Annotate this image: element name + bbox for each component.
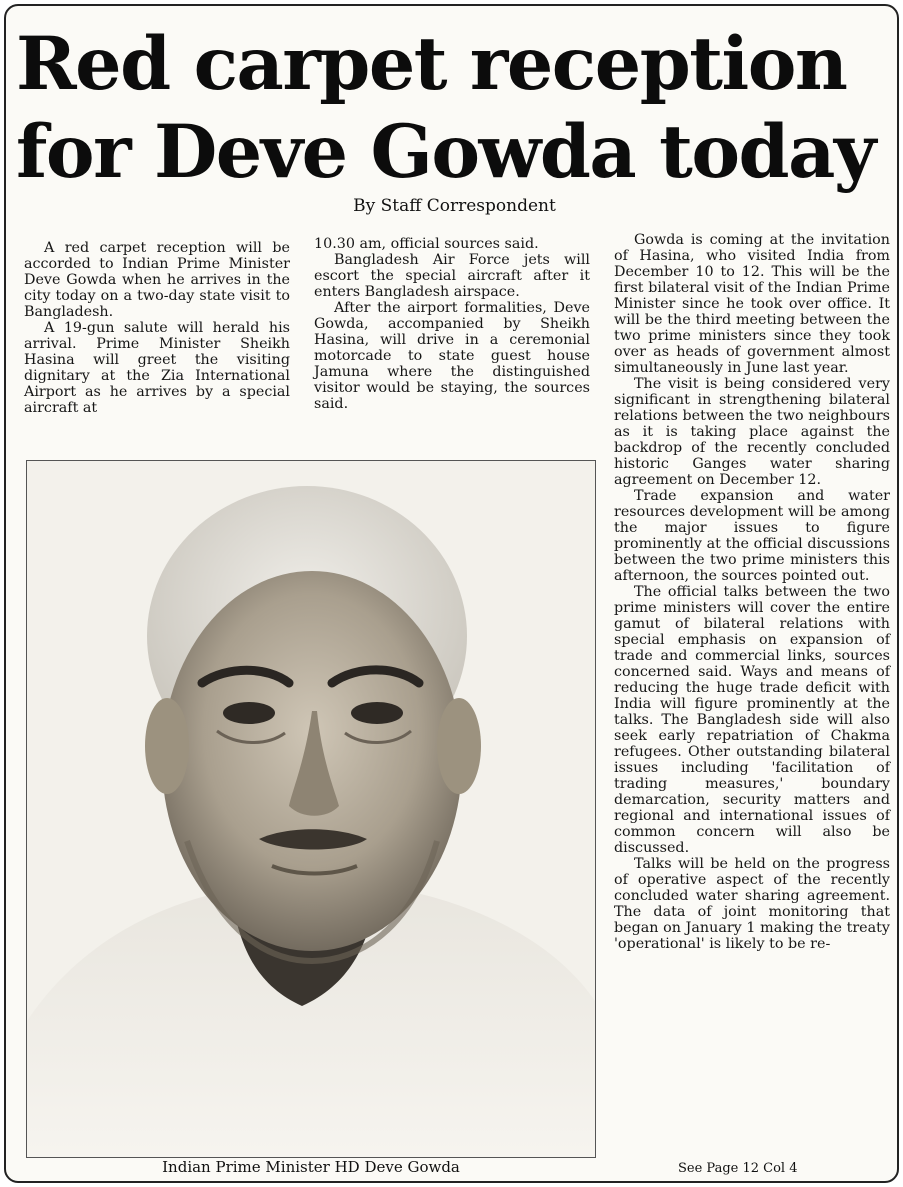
article-column-2 [314, 236, 590, 412]
article-column-3 [614, 232, 890, 952]
paragraph: Bangladesh Air Force jets will escort the special aircraft after it enters Bangladesh airspace. [314, 252, 590, 300]
headline [16, 20, 896, 196]
paragraph: After the airport formalities, Deve Gowda, accompanied by Sheikh Hasina, will drive in a ceremonial motorcade to state guest house Jamuna where the distinguished visitor would be staying, the sources said. [314, 300, 590, 412]
paragraph: A red carpet reception will be accorded to Indian Prime Minister Deve Gowda when he arrives in the city today on a two-day state visit to Bangladesh. [24, 240, 290, 320]
paragraph: The official talks between the two prime ministers will cover the entire gamut of bilateral relations with special emphasis on expansion of trade and commercial links, sources concerned said. Ways and means of reducing the huge trade deficit with India will figure prominently at the talks. The Bangladesh side will also seek early repatriation of Chakma refugees. Other outstanding bilateral issues including 'facilitation of trading measures,' boundary demarcation, security matters and regional and international issues of common concern will also be discussed. [614, 584, 890, 856]
paragraph: A 19-gun salute will herald his arrival. Prime Minister Sheikh Hasina will greet the visiting dignitary at the Zia International Airport as he arrives by a special aircraft at [24, 320, 290, 416]
portrait-photo [26, 460, 596, 1158]
paragraph: 10.30 am, official sources said. [314, 236, 539, 252]
newspaper-clipping [4, 4, 899, 1183]
paragraph: Talks will be held on the progress of operative aspect of the recently concluded water sharing agreement. The data of joint monitoring that began on January 1 making the treaty 'operational' is likely to be re- [614, 856, 890, 952]
paragraph: The visit is being considered very significant in strengthening bilateral relations between the two neighbours as it is taking place against the backdrop of the recently concluded historic Ganges water sharing agreement on December 12. [614, 376, 890, 488]
paragraph: Trade expansion and water resources development will be among the major issues to figure prominently at the official discussions between the two prime ministers this afternoon, the sources pointed out. [614, 488, 890, 584]
photo-caption: Indian Prime Minister HD Deve Gowda [162, 1158, 460, 1176]
headline-line-2: for Deve Gowda today [16, 109, 875, 195]
article-column-1 [24, 240, 290, 416]
byline: By Staff Correspondent [353, 196, 556, 216]
continuation-note: See Page 12 Col 4 [678, 1161, 798, 1176]
headline-line-1: Red carpet reception [16, 21, 847, 107]
paragraph: Gowda is coming at the invitation of Hasina, who visited India from December 10 to 12. This will be the first bilateral visit of the Indian Prime Minister since he took over office. It will be the third meeting between the two prime ministers since they took over as heads of government almost simultaneously in June last year. [614, 232, 890, 376]
portrait-illustration [27, 461, 595, 1157]
